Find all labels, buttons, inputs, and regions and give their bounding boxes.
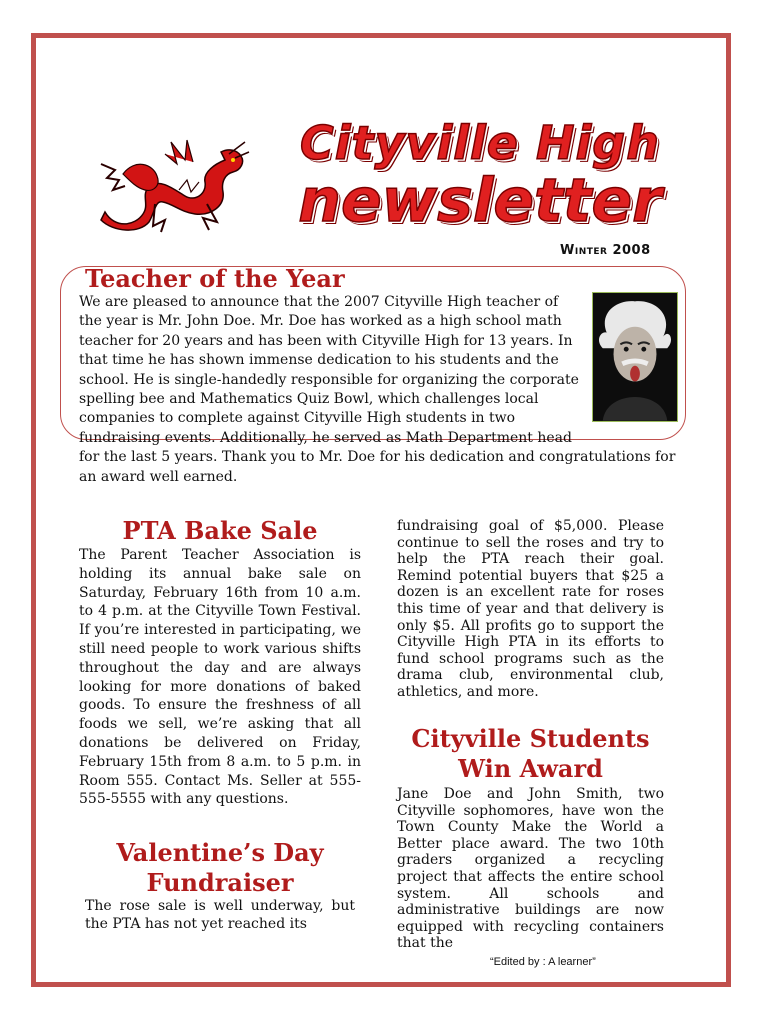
body-line: spelling bee and Mathematics Quiz Bowl, which challenges local — [79, 391, 539, 408]
valentine-heading-line1: Valentine’s Day — [116, 838, 324, 867]
bake-sale-body: The Parent Teacher Association is holding its annual bake sale on Saturday, February 16th from 10 a.m. to 4 p.m. at the Cityville Town Festival. If you’re interested in participating, we still need people to work various shifts throughout the day and are always looking for more donations of baked goods. To ensure the freshness of all foods we sell, we’re asking that all donations be delivered on Friday, February 15th from 8 a.m. to 5 p.m. in Room 555. Contact Ms. Seller at 555-555-5555 with any questions. — [79, 547, 361, 808]
body-line: for the last 5 years. Thank you to Mr. Doe for his dedication and congratulations for — [79, 449, 676, 466]
body-line: fundraising events. Additionally, he served as Math Department head — [79, 429, 572, 446]
body-line: teacher for 20 years and has been with Cityville High for 13 years. In — [79, 332, 573, 349]
award-article — [397, 724, 664, 952]
bake-sale-heading: PTA Bake Sale — [122, 516, 318, 545]
teacher-of-year-body — [79, 293, 676, 487]
editor-credit: “Edited by : A learner” — [490, 956, 596, 968]
teacher-of-year-heading: Teacher of the Year — [85, 264, 345, 293]
issue-date: Winter 2008 — [560, 243, 651, 258]
award-heading-line2: Win Award — [458, 754, 603, 783]
award-heading-line1: Cityville Students — [411, 724, 650, 753]
valentine-article — [79, 838, 361, 933]
body-line: companies to complete against Cityville High students in two — [79, 410, 516, 427]
body-line: an award well earned. — [79, 468, 238, 485]
body-line: that time he has shown immense dedication to his students and the — [79, 352, 559, 369]
body-line: We are pleased to announce that the 2007 Cityville High teacher of — [79, 294, 559, 310]
body-line: school. He is single-handedly responsible for organizing the corporate — [79, 371, 579, 388]
masthead-title-line1: Cityville High — [300, 116, 660, 170]
dragon-icon — [95, 134, 250, 234]
bake-sale-article — [79, 516, 361, 809]
valentine-body-start: The rose sale is well underway, but the PTA has not yet reached its — [85, 898, 355, 932]
body-line: the year is Mr. John Doe. Mr. Doe has worked as a high school math — [79, 313, 562, 330]
valentine-heading-line2: Fundraiser — [146, 868, 294, 897]
masthead-title-line2: newsletter — [298, 166, 662, 236]
valentine-body-continued: fundraising goal of $5,000. Please continue to sell the roses and try to help the PTA reach their goal. Remind potential buyers that $25 a dozen is an excellent rate for roses this time of year and that delivery is only $5. All profits go to support the Cityville High PTA in its efforts to fund school programs such as the drama club, environmental club, athletics, and more. — [397, 518, 664, 700]
masthead-title — [270, 118, 690, 234]
award-body: Jane Doe and John Smith, two Cityville sophomores, have won the Town County Make the World a Better place award. The two 10th graders organized a recycling project that affects the entire school system. All schools and administrative buildings are now equipped with recycling containers that the — [397, 786, 664, 952]
